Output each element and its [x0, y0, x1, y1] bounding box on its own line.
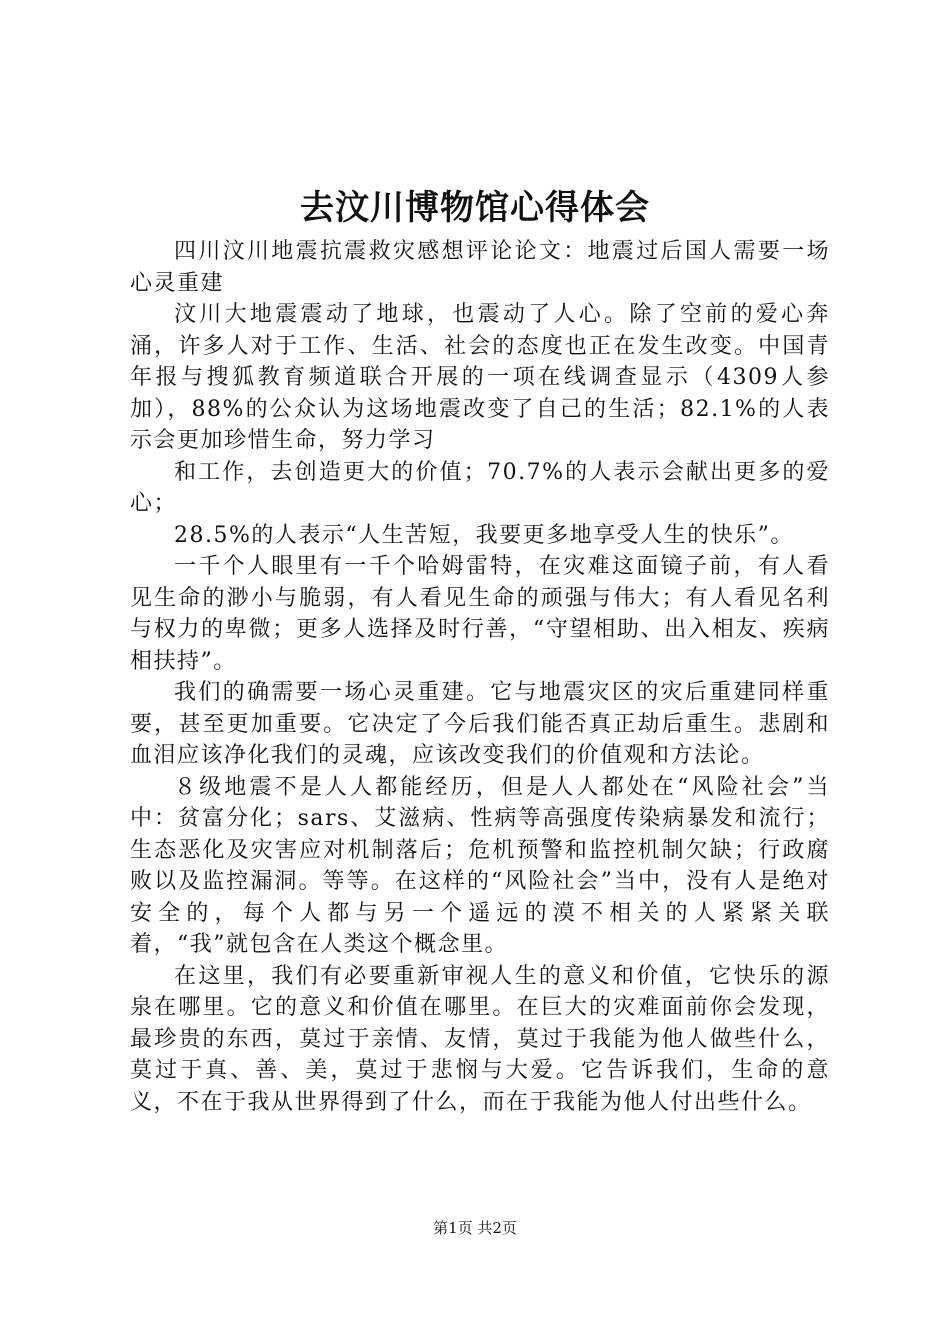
paragraph-2: 和工作，去创造更大的价值；70.7%的人表示会献出更多的爱心； [130, 459, 830, 516]
document-body [130, 236, 830, 1118]
page-footer: 第1页 共2页 [433, 1219, 517, 1237]
paragraph-subtitle: 四川汶川地震抗震救灾感想评论论文：地震过后国人需要一场心灵重建 [130, 239, 830, 296]
paragraph-5: 我们的确需要一场心灵重建。它与地震灾区的灾后重建同样重要，甚至更加重要。它决定了今后我们能否真正劫后重生。悲剧和血泪应该净化我们的灵魂，应该改变我们的价值观和方法论。 [130, 680, 830, 768]
paragraph-7: 在这里，我们有必要重新审视人生的意义和价值，它快乐的源泉在哪里。它的意义和价值在哪里。在巨大的灾难面前你会发现，最珍贵的东西，莫过于亲情、友情，莫过于我能为他人做些什么，莫过于真、善、美，莫过于悲悯与大爱。它告诉我们，生命的意义，不在于我从世界得到了什么，而在于我能为他人付出些什么。 [130, 963, 830, 1115]
paragraph-6: ８级地震不是人人都能经历，但是人人都处在“风险社会”当中：贫富分化；sars、艾滋病、性病等高强度传染病暴发和流行；生态恶化及灾害应对机制落后；危机预警和监控机制欠缺；行政腐败以及监控漏洞。等等。在这样的“风险社会”当中，没有人是绝对安全的，每个人都与另一个遥远的漠不相关的人紧紧关联着，“我”就包含在人类这个概念里。 [130, 774, 830, 957]
paragraph-4: 一千个人眼里有一千个哈姆雷特，在灾难这面镜子前，有人看见生命的渺小与脆弱，有人看见生命的顽强与伟大；有人看见名利与权力的卑微；更多人选择及时行善，“守望相助、出入相友、疾病相扶持”。 [130, 554, 830, 674]
document-title: 去汶川博物馆心得体会 [300, 188, 650, 228]
paragraph-1: 汶川大地震震动了地球，也震动了人心。除了空前的爱心奔涌，许多人对于工作、生活、社会的态度也正在发生改变。中国青年报与搜狐教育频道联合开展的一项在线调查显示（4309人参加），88%的公众认为这场地震改变了自己的生活；82.1%的人表示会更加珍惜生命，努力学习 [130, 302, 830, 453]
paragraph-3: 28.5%的人表示“人生苦短，我要更多地享受人生的快乐”。 [174, 522, 794, 548]
